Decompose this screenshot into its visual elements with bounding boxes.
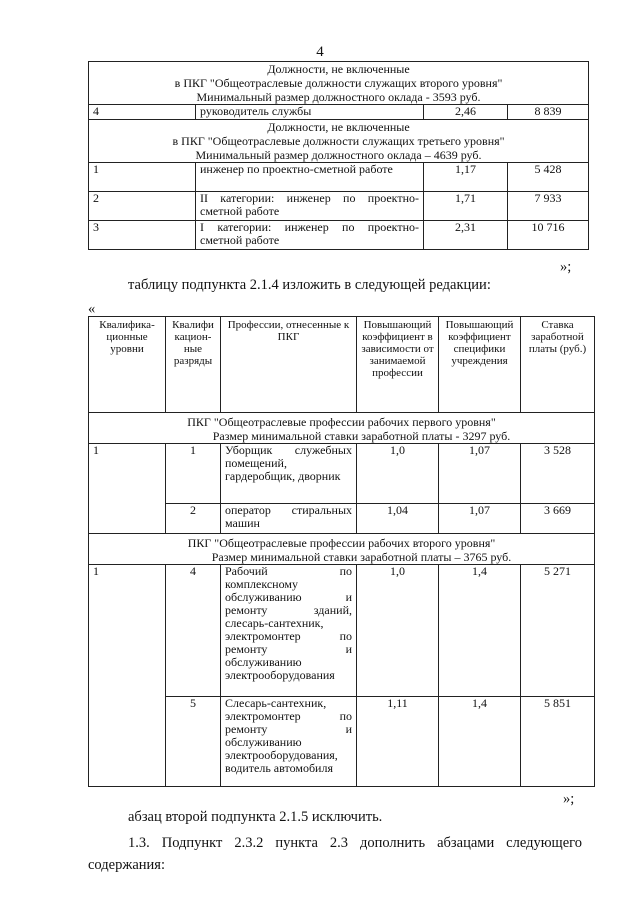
group-heading-row <box>89 534 595 565</box>
group-heading-line: в ПКГ "Общеотраслевые должности служащих третьего уровня" <box>172 134 505 148</box>
group-heading-line: Минимальный размер должностного оклада - 3593 руб. <box>196 90 481 104</box>
open-quote: « <box>88 301 96 317</box>
group-heading-line: ПКГ "Общеотраслевые профессии рабочих второго уровня" <box>187 536 496 550</box>
table-row <box>89 105 589 120</box>
coef-cell: 2,31 <box>424 221 508 250</box>
coef-cell: 2,46 <box>424 105 508 120</box>
group-heading-line: в ПКГ "Общеотраслевые должности служащих второго уровня" <box>174 76 503 90</box>
table-row <box>89 444 595 504</box>
coef-cell: 1,0 <box>357 565 439 697</box>
spec-cell: 1,4 <box>439 697 521 787</box>
close-quote: »; <box>560 259 572 275</box>
group-heading-line: Размер минимальной ставки заработной платы - 3297 руб. <box>212 429 511 443</box>
group-heading-line: ПКГ "Общеотраслевые профессии рабочих первого уровня" <box>187 415 496 429</box>
rate-cell: 3 669 <box>521 504 595 534</box>
rate-cell: 5 271 <box>521 565 595 697</box>
header-cell-specific-coefficient: Повышающий коэффициент специфики учреждения <box>439 317 521 413</box>
group-heading-line: Должности, не включенные <box>267 120 410 134</box>
professions-table <box>88 316 595 787</box>
close-quote: »; <box>563 791 575 807</box>
rate-cell: 3 528 <box>521 444 595 504</box>
header-row <box>89 317 595 413</box>
level-cell: 4 <box>89 105 196 120</box>
coef-cell: 1,0 <box>357 444 439 504</box>
spec-cell: 1,4 <box>439 565 521 697</box>
salary-cell: 7 933 <box>508 192 589 221</box>
coef-cell: 1,11 <box>357 697 439 787</box>
salary-cell: 10 716 <box>508 221 589 250</box>
profession-cell: Уборщик служебных помещений, гардеробщик, дворник <box>221 444 357 504</box>
header-cell-coefficient: Повышающий коэффициент в зависимости от занимаемой профессии <box>357 317 439 413</box>
level-cell: 2 <box>89 192 196 221</box>
coef-cell: 1,71 <box>424 192 508 221</box>
grade-cell: 2 <box>166 504 221 534</box>
header-cell-professions: Профессии, отнесенные к ПКГ <box>221 317 357 413</box>
paragraph-line: содержания: <box>88 857 166 873</box>
level-cell: 3 <box>89 221 196 250</box>
spec-cell: 1,07 <box>439 504 521 534</box>
table-row <box>89 221 589 250</box>
header-cell-grades: Квалифи кацион-ные разряды <box>166 317 221 413</box>
table-row <box>89 565 595 697</box>
salary-cell: 5 428 <box>508 163 589 192</box>
position-cell: I категории: инженер по проектно-сметной работе <box>196 221 424 250</box>
group-heading-line: Размер минимальной ставки заработной платы – 3765 руб. <box>211 550 512 564</box>
page-number: 4 <box>316 44 324 60</box>
position-cell: руководитель службы <box>196 105 424 120</box>
profession-cell: Рабочий по комплексному обслуживанию и ремонту зданий, слесарь-сантехник, электромонтер по ремонту и обслуживанию электрооборудования <box>221 565 357 697</box>
level-cell: 1 <box>89 444 166 534</box>
position-cell: инженер по проектно-сметной работе <box>196 163 424 192</box>
positions-table <box>88 61 589 250</box>
salary-cell: 8 839 <box>508 105 589 120</box>
table-row <box>89 192 589 221</box>
group-heading-row <box>89 62 589 105</box>
header-cell-rate: Ставка заработной платы (руб.) <box>521 317 595 413</box>
rate-cell: 5 851 <box>521 697 595 787</box>
group-heading-row <box>89 120 589 163</box>
group-heading-line: Минимальный размер должностного оклада – 4639 руб. <box>195 148 482 162</box>
profession-cell: Слесарь-сантехник, электромонтер по ремонту и обслуживанию электрооборудования, водитель автомобиля <box>221 697 357 787</box>
position-cell: II категории: инженер по проектно-сметной работе <box>196 192 424 221</box>
profession-cell: оператор стиральных машин <box>221 504 357 534</box>
group-heading-line: Должности, не включенные <box>267 62 410 76</box>
level-cell: 1 <box>89 163 196 192</box>
header-cell-levels: Квалифика-ционные уровни <box>89 317 166 413</box>
paragraph-line: 1.3. Подпункт 2.3.2 пункта 2.3 дополнить абзацами следующего <box>128 835 582 851</box>
group-heading-row <box>89 413 595 444</box>
coef-cell: 1,04 <box>357 504 439 534</box>
table-row <box>89 163 589 192</box>
grade-cell: 1 <box>166 444 221 504</box>
level-cell: 1 <box>89 565 166 787</box>
instruction-text: абзац второй подпункта 2.1.5 исключить. <box>128 809 383 825</box>
spec-cell: 1,07 <box>439 444 521 504</box>
grade-cell: 5 <box>166 697 221 787</box>
instruction-text: таблицу подпункта 2.1.4 изложить в следующей редакции: <box>128 277 491 293</box>
grade-cell: 4 <box>166 565 221 697</box>
coef-cell: 1,17 <box>424 163 508 192</box>
